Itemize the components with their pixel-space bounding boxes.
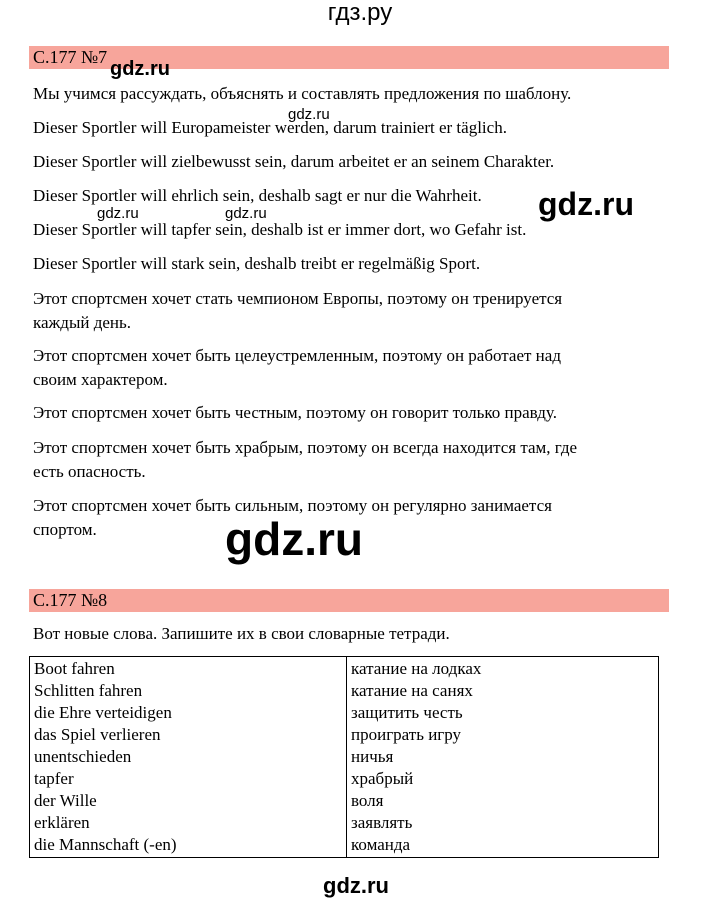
german-words-cell <box>30 657 347 858</box>
vocab-german: die Mannschaft (-en) <box>34 835 177 854</box>
vocab-german: erklären <box>34 813 90 832</box>
russian-sentence-line: есть опасность. <box>33 462 146 481</box>
vocab-german: Schlitten fahren <box>34 681 143 700</box>
exercise-7-intro: Мы учимся рассуждать, объяснять и составлять предложения по шаблону. <box>33 84 572 103</box>
table-row <box>30 657 659 858</box>
watermark: gdz.ru <box>288 106 330 123</box>
german-sentence: Dieser Sportler will ehrlich sein, deshalb sagt er nur die Wahrheit. <box>33 186 482 205</box>
vocab-russian: храбрый <box>351 769 414 788</box>
russian-sentence <box>33 287 663 335</box>
russian-sentence-line: своим характером. <box>33 370 168 389</box>
russian-sentence-line: Этот спортсмен хочет быть храбрым, поэтому он всегда находится там, где <box>33 438 578 457</box>
vocab-german: Boot fahren <box>34 659 115 678</box>
vocabulary-table <box>29 656 659 858</box>
exercise-7-header: С.177 №7 <box>29 46 669 69</box>
german-sentence: Dieser Sportler will zielbewusst sein, darum arbeitet er an seinem Charakter. <box>33 152 555 171</box>
russian-sentence <box>33 344 663 392</box>
vocab-russian: ничья <box>351 747 394 766</box>
vocab-german: der Wille <box>34 791 97 810</box>
russian-sentence <box>33 401 663 425</box>
vocab-russian: катание на лодках <box>351 659 482 678</box>
vocab-german: tapfer <box>34 769 74 788</box>
vocab-russian: команда <box>351 835 411 854</box>
vocab-russian: заявлять <box>351 813 413 832</box>
german-sentence: Dieser Sportler will Europameister werden, darum trainiert er täglich. <box>33 118 507 137</box>
watermark: gdz.ru <box>97 205 139 222</box>
russian-sentence-line: Этот спортсмен хочет быть сильным, поэтому он регулярно занимается <box>33 496 552 515</box>
exercise-8-intro: Вот новые слова. Запишите их в свои словарные тетради. <box>33 624 450 643</box>
watermark: gdz.ru <box>225 205 267 222</box>
watermark: gdz.ru <box>225 513 363 565</box>
vocab-russian: проиграть игру <box>351 725 462 744</box>
russian-sentence-line: Этот спортсмен хочет быть честным, поэтому он говорит только правду. <box>33 403 557 422</box>
russian-sentence-line: спортом. <box>33 520 97 539</box>
vocab-russian: катание на санях <box>351 681 473 700</box>
vocab-german: unentschieden <box>34 747 132 766</box>
russian-sentence-line: каждый день. <box>33 313 132 332</box>
vocab-russian: защитить честь <box>351 703 463 722</box>
vocab-german: die Ehre verteidigen <box>34 703 172 722</box>
russian-sentence-line: Этот спортсмен хочет стать чемпионом Европы, поэтому он тренируется <box>33 289 563 308</box>
russian-sentence-line: Этот спортсмен хочет быть целеустремленным, поэтому он работает над <box>33 346 561 365</box>
exercise-8-header: С.177 №8 <box>29 589 669 612</box>
russian-words-cell <box>347 657 659 858</box>
german-sentence: Dieser Sportler will tapfer sein, deshalb ist er immer dort, wo Gefahr ist. <box>33 220 527 239</box>
watermark: gdz.ru <box>538 186 634 222</box>
vocab-german: das Spiel verlieren <box>34 725 161 744</box>
german-sentence: Dieser Sportler will stark sein, deshalb treibt er regelmäßig Sport. <box>33 254 481 273</box>
watermark: gdz.ru <box>110 58 170 80</box>
russian-sentence <box>33 436 663 484</box>
watermark: gdz.ru <box>323 873 389 898</box>
site-title: гдз.ру <box>327 0 393 26</box>
vocab-russian: воля <box>351 791 384 810</box>
